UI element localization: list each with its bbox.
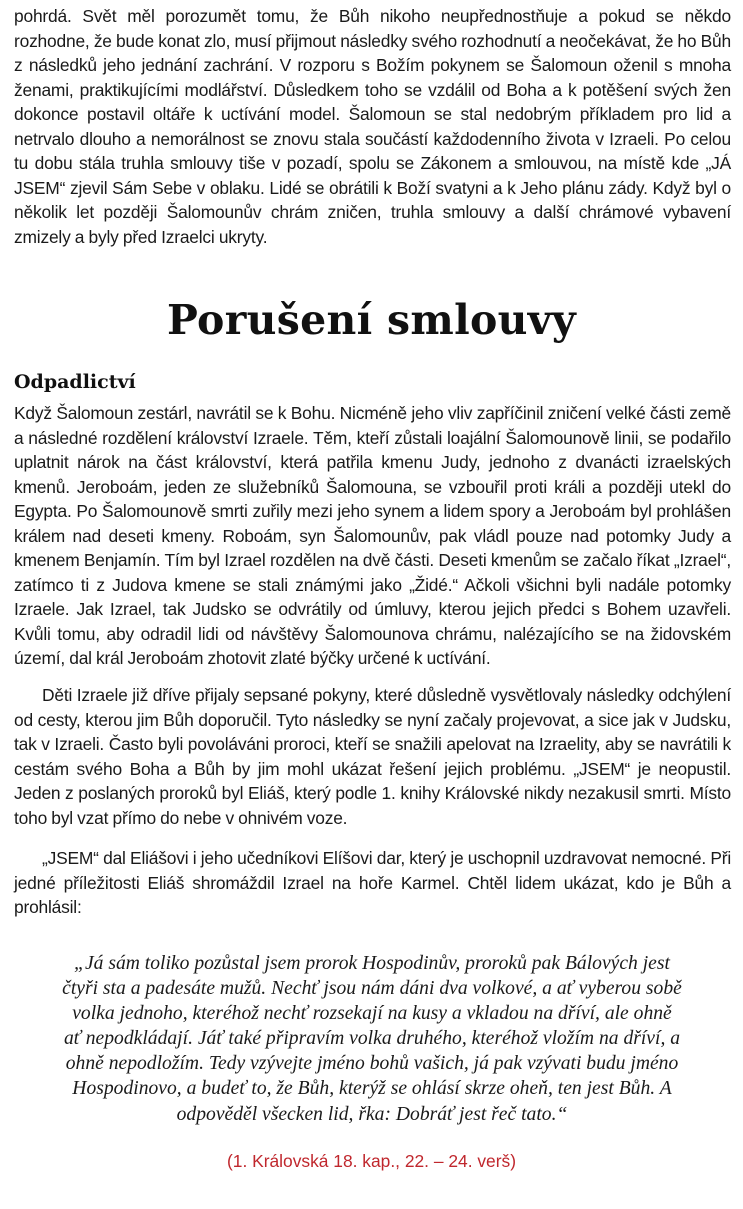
chapter-title: Porušení smlouvy xyxy=(167,296,576,344)
paragraph-top: pohrdá. Svět měl porozumět tomu, že Bůh nikoho neupřednostňuje a pokud se někdo rozhodne, že bude konat zlo, musí přijmout následky svého rozhodnutí a neočekávat, že ho Bůh z následků jeho jednání zachrání. V rozporu s Božím pokynem se Šalomoun oženil s mnoha ženami, praktikujícími modlářství. Důsledkem toho se vzdálil od Boha a k potěšení svých žen dokonce postavil oltáře k uctívání model. Šalomoun se stal nedobrým příkladem pro lid a netrvalo dlouho a nemorálnost se znovu stala součástí každodenního života v Izraeli. Po celou tu dobu stála truhla smlouvy tiše v pozadí, spolu se Zákonem a smlouvou, na místě kde „JÁ JSEM“ zjevil Sám Sebe v oblaku. Lidé se obrátili k Boží svatyni a k Jeho plánu zády. Když byl o několik let později Šalomounův chrám zničen, truhla smlouvy a další chrámové vybavení zmizely a byly před Izraelci ukryty. xyxy=(14,6,731,247)
scripture-quote: „Já sám toliko pozůstal jsem prorok Hospodinův, proroků pak Bálových jest čtyři sta a padesáte mužů. Nechť jsou nám dáni dva volkové, a ať vyberou sobě volka jednoho, kteréhož nechť rozsekají na kusy a vkladou na dříví, ale ohně ať nepodkládají. Jáť také připravím volka druhého, kteréhož vložím na dříví, a ohně nepodložím. Tedy vzývejte jméno bohů vašich, já pak vzývati budu jméno Hospodinovo, a budeť to, že Bůh, kterýž se ohlásí skrze oheň, ten jest Bůh. A odpověděl všecken lid, řka: Dobráť jest řeč tato.“ xyxy=(62,953,682,1125)
section-heading: Odpadlictví xyxy=(14,371,136,393)
paragraph-1: Když Šalomoun zestárl, navrátil se k Bohu. Nicméně jeho vliv zapříčinil zničení velké části země a následné rozdělení království Izraele. Těm, kteří zůstali loajální Šalomounově linii, se podařilo uplatnit nárok na část království, která patřila kmenu Judy, jednoho z dvanácti izraelských kmenů. Jeroboám, jeden ze služebníků Šalomouna, se vzbouřil proti králi a později utekl do Egypta. Po Šalomounově smrti zuřily mezi jeho synem a lidem spory a Jeroboám byl prohlášen králem nad deseti kmeny. Roboám, syn Šalomounův, pak vládl pouze nad potomky Judy a kmenem Benjamín. Tím byl Izrael rozdělen na dvě části. Deseti kmenům se začalo říkat „Izrael“, zatímco ti z Judova kmene se stali známými jako „Židé.“ Ačkoli všichni byli nadále potomky Izraele. Jak Izrael, tak Judsko se odvrátily od úmluvy, kterou jejich předci s Bohem uzavřeli. Kvůli tomu, aby odradil lidi od návštěvy Šalomounova chrámu, nalézajícího se na židovském území, dal král Jeroboám zhotovit zlaté býčky určené k uctívání. xyxy=(14,403,731,668)
paragraph-3: „JSEM“ dal Eliášovi i jeho učedníkovi Elíšovi dar, který je uschopnil uzdravovat nemocné. Při jedné příležitosti Eliáš shromáždil Izrael na hoře Karmel. Chtěl lidem ukázat, kdo je Bůh a prohlásil: xyxy=(14,848,731,917)
paragraph-2: Děti Izraele již dříve přijaly sepsané pokyny, které důsledně vysvětlovaly následky odchýlení od cesty, kterou jim Bůh doporučil. Tyto následky se nyní začaly projevovat, a sice jak v Judsku, tak v Izraeli. Často byli povoláváni proroci, kteří se snažili apelovat na Izraelity, aby se navrátili k cestám svého Boha a Bůh by jim mohl ukázat řešení jejich problému. „JSEM“ je neopustil. Jeden z poslaných proroků byl Eliáš, který podle 1. knihy Královské nikdy nezakusil smrti. Místo toho byl vzat přímo do nebe v ohnivém voze. xyxy=(14,685,731,828)
scripture-citation: (1. Královská 18. kap., 22. – 24. verš) xyxy=(226,1151,517,1171)
